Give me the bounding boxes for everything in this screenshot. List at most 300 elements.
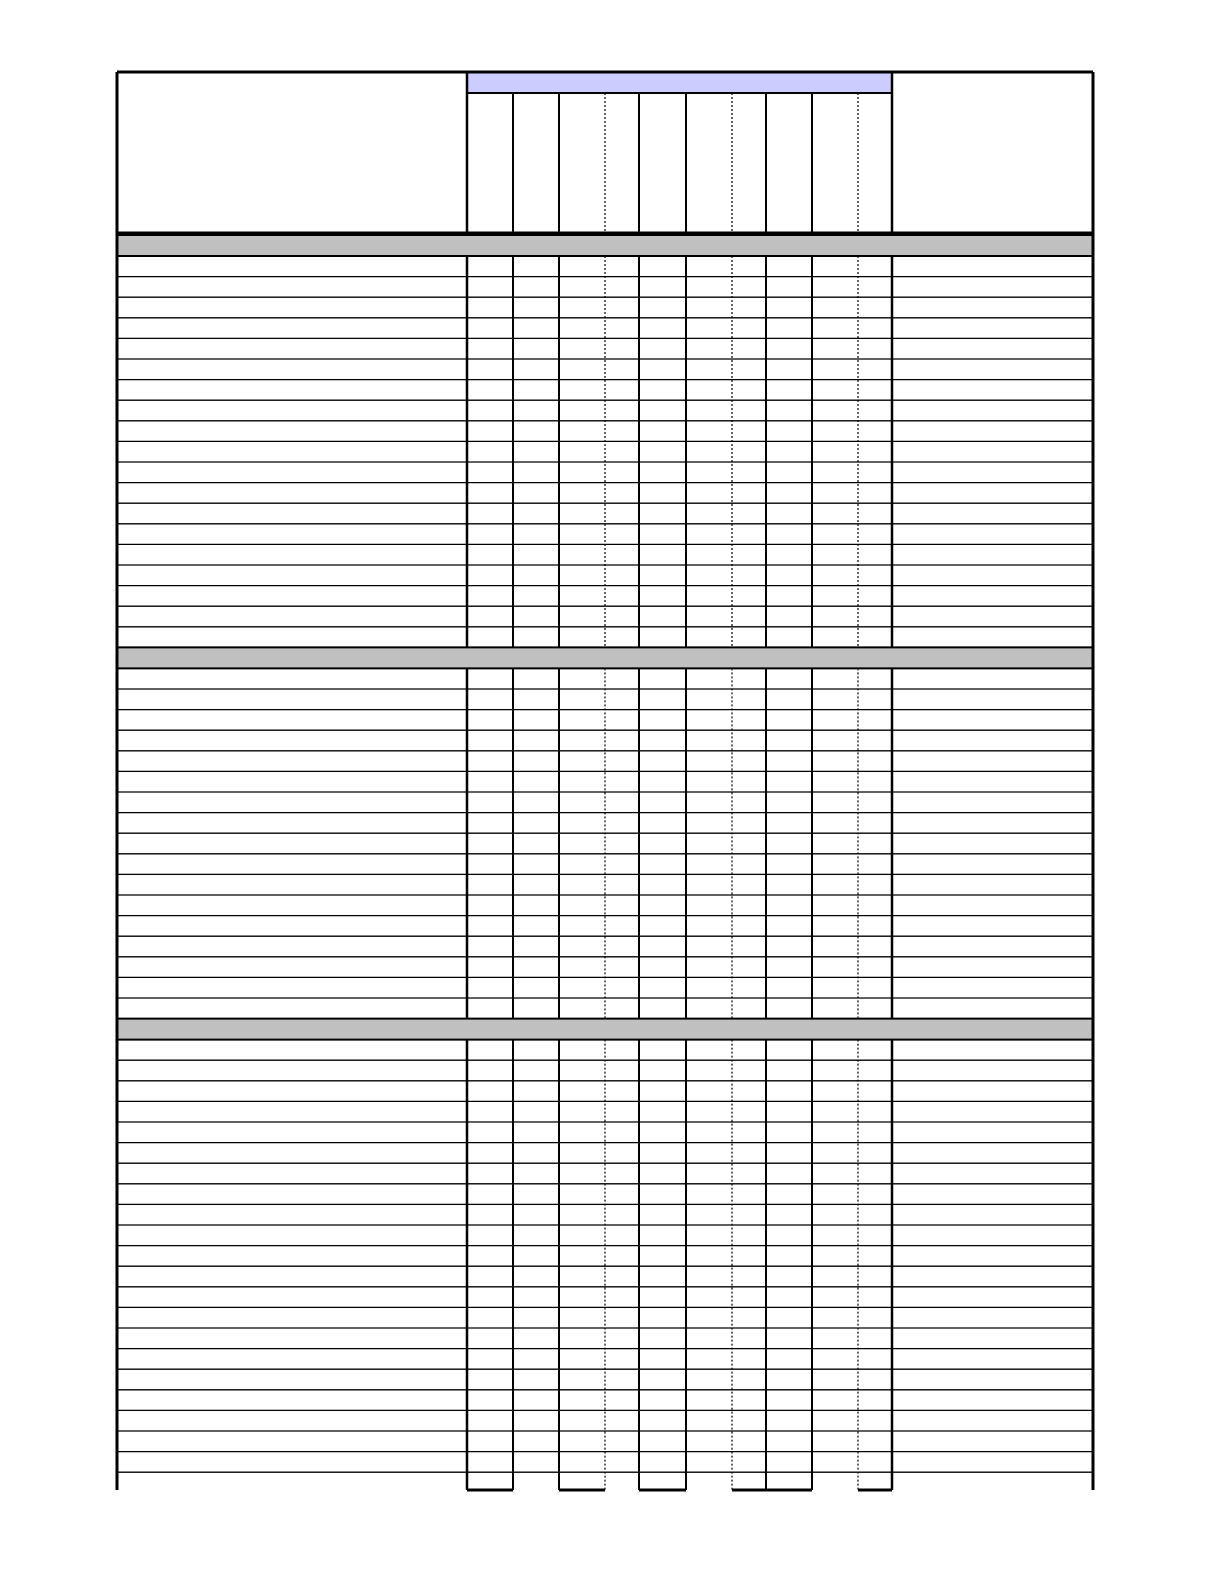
remarks-cell[interactable]	[892, 1163, 1093, 1184]
check-cell-c1[interactable]	[468, 1205, 512, 1224]
check-cell-c6[interactable]	[687, 278, 731, 297]
item-description-cell[interactable]	[117, 503, 467, 524]
check-cell-c5[interactable]	[640, 999, 685, 1018]
check-cell-c9[interactable]	[813, 772, 857, 791]
check-cell-c10[interactable]	[859, 504, 891, 523]
check-cell-c10[interactable]	[859, 319, 891, 338]
check-cell-c2[interactable]	[514, 504, 558, 523]
check-cell-c6[interactable]	[687, 814, 731, 833]
check-cell-c10[interactable]	[859, 1247, 891, 1266]
check-cell-c9[interactable]	[813, 937, 857, 956]
item-description-cell[interactable]	[117, 689, 467, 710]
check-cell-c3[interactable]	[560, 834, 604, 853]
check-cell-c9[interactable]	[813, 339, 857, 358]
remarks-cell[interactable]	[892, 792, 1093, 813]
check-cell-c7[interactable]	[733, 711, 765, 730]
item-description-cell[interactable]	[117, 524, 467, 545]
check-cell-c8[interactable]	[767, 731, 811, 750]
check-cell-c4[interactable]	[606, 1432, 638, 1451]
check-cell-c2[interactable]	[514, 1102, 558, 1121]
check-cell-c6[interactable]	[687, 855, 731, 874]
check-cell-c9[interactable]	[813, 525, 857, 544]
check-cell-c8[interactable]	[767, 1288, 811, 1307]
check-cell-c1[interactable]	[468, 381, 512, 400]
check-cell-c3[interactable]	[560, 711, 604, 730]
check-cell-c5[interactable]	[640, 669, 685, 688]
check-cell-c9[interactable]	[813, 711, 857, 730]
check-cell-c10[interactable]	[859, 545, 891, 564]
check-cell-c8[interactable]	[767, 1102, 811, 1121]
check-cell-c5[interactable]	[640, 1061, 685, 1080]
check-cell-c4[interactable]	[606, 298, 638, 317]
check-cell-c3[interactable]	[560, 1061, 604, 1080]
remarks-cell[interactable]	[892, 380, 1093, 401]
item-description-cell[interactable]	[117, 544, 467, 565]
check-cell-c7[interactable]	[733, 896, 765, 915]
check-cell-c10[interactable]	[859, 360, 891, 379]
check-cell-c5[interactable]	[640, 1411, 685, 1430]
item-description-cell[interactable]	[117, 1081, 467, 1102]
check-cell-c5[interactable]	[640, 525, 685, 544]
check-cell-c8[interactable]	[767, 360, 811, 379]
check-cell-c5[interactable]	[640, 1144, 685, 1163]
check-cell-c4[interactable]	[606, 504, 638, 523]
check-cell-c10[interactable]	[859, 298, 891, 317]
check-cell-c5[interactable]	[640, 545, 685, 564]
item-description-cell[interactable]	[117, 916, 467, 937]
check-cell-c10[interactable]	[859, 1411, 891, 1430]
check-cell-c6[interactable]	[687, 690, 731, 709]
check-cell-c2[interactable]	[514, 875, 558, 894]
remarks-cell[interactable]	[892, 833, 1093, 854]
check-cell-c3[interactable]	[560, 463, 604, 482]
check-cell-c10[interactable]	[859, 1288, 891, 1307]
check-cell-c3[interactable]	[560, 422, 604, 441]
check-cell-c3[interactable]	[560, 381, 604, 400]
item-description-cell[interactable]	[117, 627, 467, 648]
check-cell-c1[interactable]	[468, 566, 512, 585]
check-cell-c3[interactable]	[560, 566, 604, 585]
item-description-cell[interactable]	[117, 792, 467, 813]
check-cell-c10[interactable]	[859, 442, 891, 461]
check-cell-c4[interactable]	[606, 360, 638, 379]
check-cell-c8[interactable]	[767, 422, 811, 441]
check-cell-c9[interactable]	[813, 422, 857, 441]
check-cell-c7[interactable]	[733, 1185, 765, 1204]
check-cell-c6[interactable]	[687, 669, 731, 688]
check-cell-c10[interactable]	[859, 1391, 891, 1410]
check-cell-c10[interactable]	[859, 793, 891, 812]
check-cell-c8[interactable]	[767, 298, 811, 317]
check-cell-c3[interactable]	[560, 1185, 604, 1204]
check-cell-c5[interactable]	[640, 711, 685, 730]
remarks-cell[interactable]	[892, 297, 1093, 318]
remarks-cell[interactable]	[892, 813, 1093, 834]
item-description-cell[interactable]	[117, 1143, 467, 1164]
check-cell-c2[interactable]	[514, 814, 558, 833]
check-cell-c4[interactable]	[606, 917, 638, 936]
check-cell-c5[interactable]	[640, 731, 685, 750]
remarks-cell[interactable]	[892, 1101, 1093, 1122]
check-cell-c4[interactable]	[606, 1288, 638, 1307]
check-cell-c1[interactable]	[468, 339, 512, 358]
check-cell-c5[interactable]	[640, 1226, 685, 1245]
check-cell-c2[interactable]	[514, 1247, 558, 1266]
remarks-cell[interactable]	[892, 1349, 1093, 1370]
remarks-cell[interactable]	[892, 854, 1093, 875]
check-cell-c9[interactable]	[813, 257, 857, 276]
check-cell-c10[interactable]	[859, 257, 891, 276]
check-cell-c3[interactable]	[560, 484, 604, 503]
check-cell-c5[interactable]	[640, 607, 685, 626]
check-cell-c9[interactable]	[813, 442, 857, 461]
check-cell-c1[interactable]	[468, 484, 512, 503]
check-cell-c4[interactable]	[606, 834, 638, 853]
item-description-cell[interactable]	[117, 1204, 467, 1225]
check-cell-c3[interactable]	[560, 1329, 604, 1348]
item-description-cell[interactable]	[117, 854, 467, 875]
check-cell-c8[interactable]	[767, 319, 811, 338]
check-cell-c2[interactable]	[514, 1267, 558, 1286]
remarks-cell[interactable]	[892, 710, 1093, 731]
check-cell-c4[interactable]	[606, 896, 638, 915]
item-description-cell[interactable]	[117, 1349, 467, 1370]
check-cell-c9[interactable]	[813, 628, 857, 647]
check-cell-c7[interactable]	[733, 339, 765, 358]
check-cell-c3[interactable]	[560, 319, 604, 338]
check-cell-c8[interactable]	[767, 628, 811, 647]
check-cell-c2[interactable]	[514, 937, 558, 956]
check-cell-c5[interactable]	[640, 298, 685, 317]
check-cell-c4[interactable]	[606, 484, 638, 503]
check-cell-c4[interactable]	[606, 545, 638, 564]
check-cell-c6[interactable]	[687, 607, 731, 626]
check-cell-c4[interactable]	[606, 978, 638, 997]
check-cell-c1[interactable]	[468, 1473, 512, 1489]
check-cell-c8[interactable]	[767, 484, 811, 503]
check-cell-c2[interactable]	[514, 1432, 558, 1451]
check-cell-c7[interactable]	[733, 1102, 765, 1121]
item-description-cell[interactable]	[117, 1328, 467, 1349]
check-cell-c3[interactable]	[560, 1247, 604, 1266]
item-description-cell[interactable]	[117, 1122, 467, 1143]
check-cell-c6[interactable]	[687, 1123, 731, 1142]
remarks-cell[interactable]	[892, 1390, 1093, 1411]
check-cell-c10[interactable]	[859, 1308, 891, 1327]
check-cell-c10[interactable]	[859, 978, 891, 997]
check-cell-c4[interactable]	[606, 690, 638, 709]
check-cell-c3[interactable]	[560, 669, 604, 688]
check-cell-c9[interactable]	[813, 978, 857, 997]
check-cell-c7[interactable]	[733, 1205, 765, 1224]
remarks-cell[interactable]	[892, 1431, 1093, 1452]
check-cell-c7[interactable]	[733, 958, 765, 977]
check-cell-c9[interactable]	[813, 1411, 857, 1430]
check-cell-c1[interactable]	[468, 690, 512, 709]
check-cell-c2[interactable]	[514, 1205, 558, 1224]
check-cell-c2[interactable]	[514, 628, 558, 647]
check-cell-c8[interactable]	[767, 834, 811, 853]
remarks-cell[interactable]	[892, 586, 1093, 607]
remarks-cell[interactable]	[892, 441, 1093, 462]
check-cell-c6[interactable]	[687, 1411, 731, 1430]
check-cell-c4[interactable]	[606, 1473, 638, 1489]
check-cell-c6[interactable]	[687, 1432, 731, 1451]
check-cell-c3[interactable]	[560, 1102, 604, 1121]
check-cell-c8[interactable]	[767, 1041, 811, 1060]
check-cell-c3[interactable]	[560, 607, 604, 626]
check-cell-c8[interactable]	[767, 278, 811, 297]
check-cell-c1[interactable]	[468, 1391, 512, 1410]
item-description-cell[interactable]	[117, 751, 467, 772]
check-cell-c3[interactable]	[560, 1226, 604, 1245]
check-cell-c3[interactable]	[560, 1123, 604, 1142]
check-cell-c5[interactable]	[640, 1082, 685, 1101]
check-cell-c4[interactable]	[606, 669, 638, 688]
item-description-cell[interactable]	[117, 1163, 467, 1184]
check-cell-c2[interactable]	[514, 855, 558, 874]
check-cell-c5[interactable]	[640, 1432, 685, 1451]
remarks-cell[interactable]	[892, 627, 1093, 648]
check-cell-c6[interactable]	[687, 978, 731, 997]
check-cell-c7[interactable]	[733, 1308, 765, 1327]
item-description-cell[interactable]	[117, 936, 467, 957]
check-cell-c10[interactable]	[859, 587, 891, 606]
check-cell-c4[interactable]	[606, 422, 638, 441]
check-cell-c3[interactable]	[560, 958, 604, 977]
remarks-cell[interactable]	[892, 1143, 1093, 1164]
check-cell-c4[interactable]	[606, 855, 638, 874]
remarks-cell[interactable]	[892, 1287, 1093, 1308]
check-cell-c8[interactable]	[767, 917, 811, 936]
check-cell-c1[interactable]	[468, 319, 512, 338]
check-cell-c2[interactable]	[514, 566, 558, 585]
check-cell-c3[interactable]	[560, 855, 604, 874]
remarks-cell[interactable]	[892, 1410, 1093, 1431]
check-cell-c9[interactable]	[813, 1473, 857, 1489]
check-cell-c1[interactable]	[468, 1329, 512, 1348]
remarks-cell[interactable]	[892, 668, 1093, 689]
check-cell-c4[interactable]	[606, 566, 638, 585]
check-cell-c6[interactable]	[687, 1041, 731, 1060]
check-cell-c1[interactable]	[468, 1102, 512, 1121]
remarks-cell[interactable]	[892, 1452, 1093, 1473]
check-cell-c2[interactable]	[514, 1041, 558, 1060]
check-cell-c3[interactable]	[560, 360, 604, 379]
check-cell-c6[interactable]	[687, 422, 731, 441]
check-cell-c8[interactable]	[767, 587, 811, 606]
check-cell-c3[interactable]	[560, 1370, 604, 1389]
check-cell-c1[interactable]	[468, 731, 512, 750]
check-cell-c5[interactable]	[640, 1267, 685, 1286]
check-cell-c7[interactable]	[733, 1370, 765, 1389]
remarks-cell[interactable]	[892, 277, 1093, 298]
check-cell-c4[interactable]	[606, 278, 638, 297]
check-cell-c6[interactable]	[687, 917, 731, 936]
item-description-cell[interactable]	[117, 400, 467, 421]
check-cell-c8[interactable]	[767, 978, 811, 997]
check-cell-c1[interactable]	[468, 1370, 512, 1389]
check-cell-c10[interactable]	[859, 690, 891, 709]
check-cell-c6[interactable]	[687, 525, 731, 544]
check-cell-c10[interactable]	[859, 814, 891, 833]
check-cell-c2[interactable]	[514, 360, 558, 379]
check-cell-c8[interactable]	[767, 1473, 811, 1489]
check-cell-c9[interactable]	[813, 381, 857, 400]
check-cell-c2[interactable]	[514, 545, 558, 564]
item-description-cell[interactable]	[117, 730, 467, 751]
check-cell-c8[interactable]	[767, 381, 811, 400]
check-cell-c5[interactable]	[640, 937, 685, 956]
check-cell-c1[interactable]	[468, 360, 512, 379]
check-cell-c9[interactable]	[813, 1432, 857, 1451]
check-cell-c2[interactable]	[514, 463, 558, 482]
check-cell-c7[interactable]	[733, 566, 765, 585]
check-cell-c10[interactable]	[859, 1370, 891, 1389]
check-cell-c6[interactable]	[687, 1308, 731, 1327]
check-cell-c8[interactable]	[767, 442, 811, 461]
check-cell-c8[interactable]	[767, 1226, 811, 1245]
check-cell-c2[interactable]	[514, 1473, 558, 1489]
check-cell-c7[interactable]	[733, 401, 765, 420]
check-cell-c2[interactable]	[514, 257, 558, 276]
check-cell-c5[interactable]	[640, 360, 685, 379]
check-cell-c5[interactable]	[640, 463, 685, 482]
item-description-cell[interactable]	[117, 380, 467, 401]
remarks-cell[interactable]	[892, 771, 1093, 792]
item-description-cell[interactable]	[117, 606, 467, 627]
check-cell-c8[interactable]	[767, 1267, 811, 1286]
check-cell-c10[interactable]	[859, 1102, 891, 1121]
check-cell-c7[interactable]	[733, 690, 765, 709]
check-cell-c1[interactable]	[468, 793, 512, 812]
check-cell-c9[interactable]	[813, 793, 857, 812]
check-cell-c10[interactable]	[859, 1473, 891, 1489]
check-cell-c3[interactable]	[560, 1288, 604, 1307]
check-cell-c1[interactable]	[468, 814, 512, 833]
check-cell-c3[interactable]	[560, 525, 604, 544]
remarks-cell[interactable]	[892, 977, 1093, 998]
check-cell-c3[interactable]	[560, 690, 604, 709]
check-cell-c1[interactable]	[468, 442, 512, 461]
check-cell-c6[interactable]	[687, 1102, 731, 1121]
remarks-cell[interactable]	[892, 606, 1093, 627]
check-cell-c7[interactable]	[733, 1411, 765, 1430]
check-cell-c4[interactable]	[606, 814, 638, 833]
check-cell-c1[interactable]	[468, 1185, 512, 1204]
check-cell-c3[interactable]	[560, 793, 604, 812]
check-cell-c8[interactable]	[767, 1164, 811, 1183]
check-cell-c6[interactable]	[687, 1329, 731, 1348]
check-cell-c9[interactable]	[813, 1391, 857, 1410]
check-cell-c5[interactable]	[640, 381, 685, 400]
check-cell-c10[interactable]	[859, 875, 891, 894]
item-description-cell[interactable]	[117, 710, 467, 731]
item-description-cell[interactable]	[117, 1060, 467, 1081]
check-cell-c3[interactable]	[560, 278, 604, 297]
remarks-cell[interactable]	[892, 1472, 1093, 1490]
item-description-cell[interactable]	[117, 441, 467, 462]
remarks-cell[interactable]	[892, 421, 1093, 442]
check-cell-c7[interactable]	[733, 834, 765, 853]
check-cell-c3[interactable]	[560, 896, 604, 915]
remarks-cell[interactable]	[892, 524, 1093, 545]
check-cell-c4[interactable]	[606, 525, 638, 544]
check-cell-c5[interactable]	[640, 1164, 685, 1183]
check-cell-c7[interactable]	[733, 1123, 765, 1142]
check-cell-c2[interactable]	[514, 669, 558, 688]
check-cell-c4[interactable]	[606, 607, 638, 626]
check-cell-c6[interactable]	[687, 545, 731, 564]
check-cell-c5[interactable]	[640, 319, 685, 338]
check-cell-c7[interactable]	[733, 1432, 765, 1451]
check-cell-c3[interactable]	[560, 731, 604, 750]
check-cell-c8[interactable]	[767, 711, 811, 730]
check-cell-c10[interactable]	[859, 1041, 891, 1060]
check-cell-c2[interactable]	[514, 1164, 558, 1183]
check-cell-c2[interactable]	[514, 484, 558, 503]
check-cell-c6[interactable]	[687, 1082, 731, 1101]
check-cell-c10[interactable]	[859, 484, 891, 503]
item-description-cell[interactable]	[117, 1307, 467, 1328]
check-cell-c1[interactable]	[468, 1308, 512, 1327]
check-cell-c9[interactable]	[813, 1164, 857, 1183]
check-cell-c1[interactable]	[468, 1247, 512, 1266]
check-cell-c5[interactable]	[640, 587, 685, 606]
check-cell-c10[interactable]	[859, 1205, 891, 1224]
check-cell-c3[interactable]	[560, 1308, 604, 1327]
check-cell-c1[interactable]	[468, 1288, 512, 1307]
check-cell-c3[interactable]	[560, 999, 604, 1018]
check-cell-c7[interactable]	[733, 1288, 765, 1307]
check-cell-c8[interactable]	[767, 1411, 811, 1430]
check-cell-c2[interactable]	[514, 1288, 558, 1307]
check-cell-c9[interactable]	[813, 1185, 857, 1204]
check-cell-c9[interactable]	[813, 1144, 857, 1163]
check-cell-c9[interactable]	[813, 814, 857, 833]
check-cell-c4[interactable]	[606, 937, 638, 956]
check-cell-c4[interactable]	[606, 772, 638, 791]
item-description-cell[interactable]	[117, 1369, 467, 1390]
check-cell-c7[interactable]	[733, 875, 765, 894]
check-cell-c1[interactable]	[468, 257, 512, 276]
check-cell-c4[interactable]	[606, 1123, 638, 1142]
check-cell-c6[interactable]	[687, 442, 731, 461]
check-cell-c3[interactable]	[560, 1411, 604, 1430]
check-cell-c7[interactable]	[733, 587, 765, 606]
item-description-cell[interactable]	[117, 977, 467, 998]
check-cell-c8[interactable]	[767, 463, 811, 482]
check-cell-c6[interactable]	[687, 401, 731, 420]
check-cell-c5[interactable]	[640, 1288, 685, 1307]
check-cell-c6[interactable]	[687, 1453, 731, 1472]
check-cell-c1[interactable]	[468, 1350, 512, 1369]
check-cell-c9[interactable]	[813, 1288, 857, 1307]
check-cell-c2[interactable]	[514, 978, 558, 997]
check-cell-c1[interactable]	[468, 958, 512, 977]
check-cell-c9[interactable]	[813, 1267, 857, 1286]
check-cell-c2[interactable]	[514, 607, 558, 626]
remarks-cell[interactable]	[892, 1204, 1093, 1225]
check-cell-c10[interactable]	[859, 278, 891, 297]
check-cell-c1[interactable]	[468, 525, 512, 544]
check-cell-c5[interactable]	[640, 855, 685, 874]
item-description-cell[interactable]	[117, 1410, 467, 1431]
check-cell-c6[interactable]	[687, 1185, 731, 1204]
check-cell-c3[interactable]	[560, 1041, 604, 1060]
remarks-cell[interactable]	[892, 689, 1093, 710]
check-cell-c6[interactable]	[687, 381, 731, 400]
